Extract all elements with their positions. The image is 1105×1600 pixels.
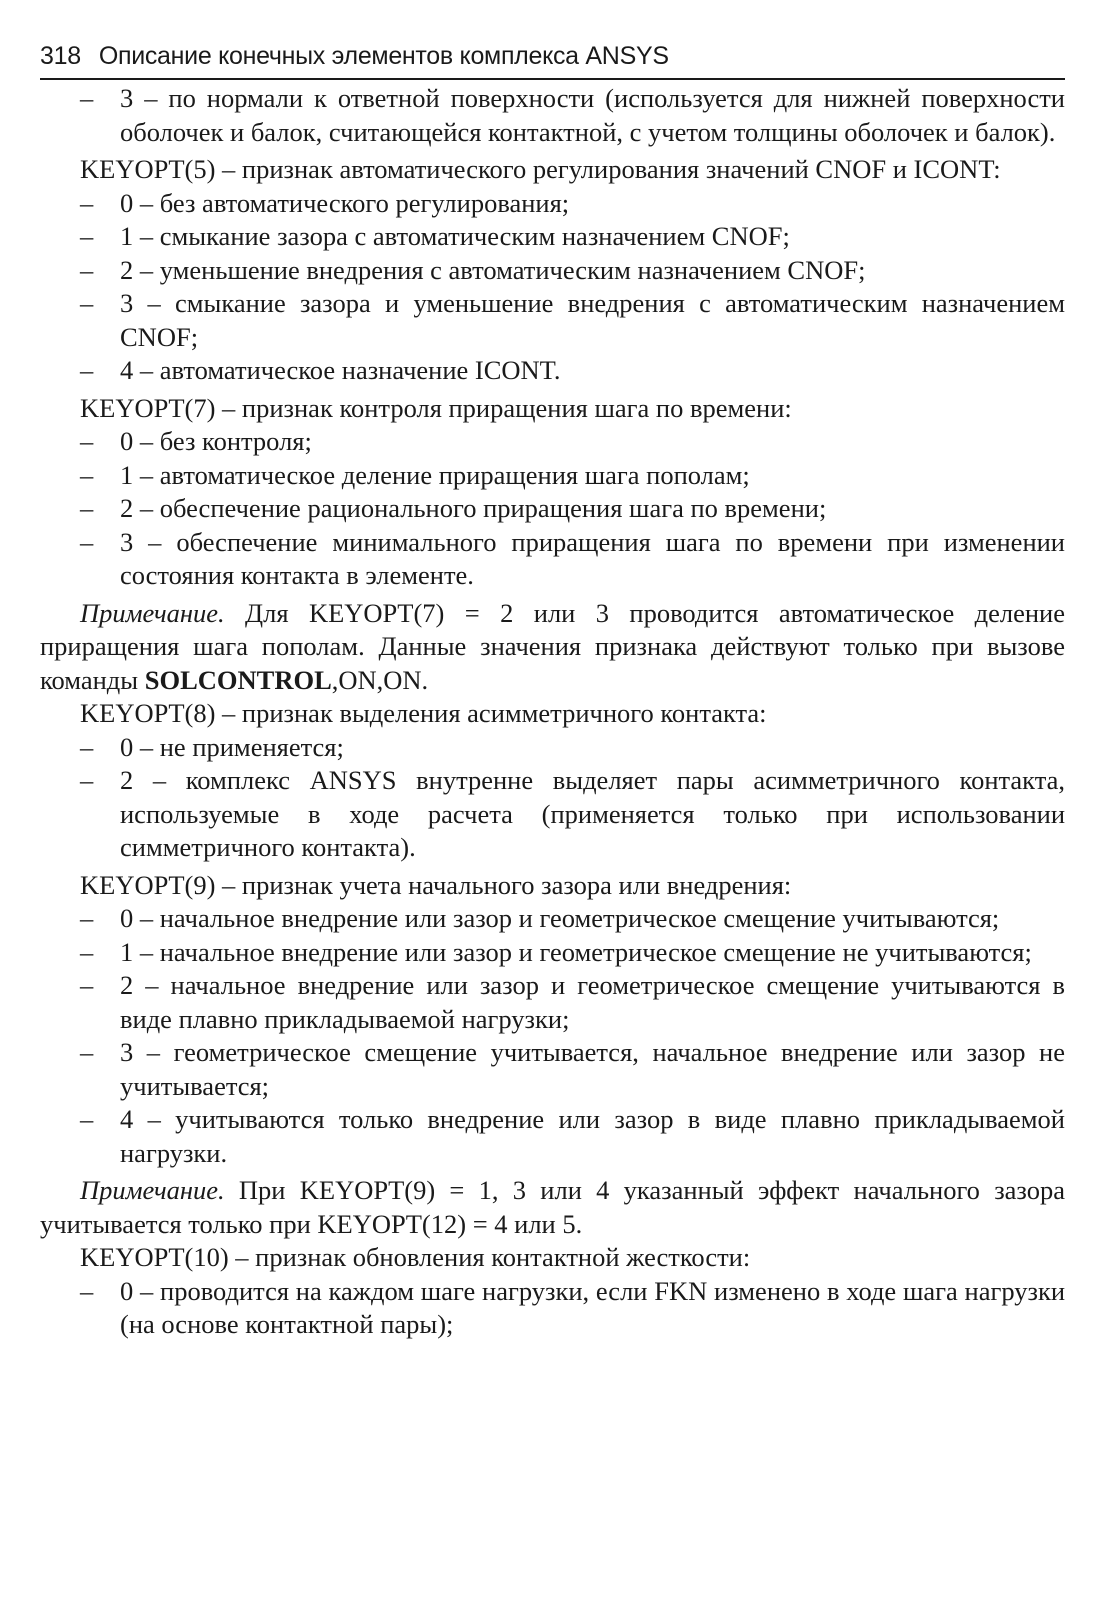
list-item: – 2 – уменьшение внедрения с автоматическим назначением CNOF;	[80, 254, 866, 285]
list-item: – 1 – смыкание зазора с автоматическим назначением CNOF;	[80, 221, 790, 251]
paragraph: KEYOPT(8) – признак выделения асимметричного контакта:	[80, 698, 767, 728]
list-item: – 3 – обеспечение минимального приращения шага по времени при изменении состояния контакта в элементе.	[80, 526, 1065, 590]
paragraph: KEYOPT(10) – признак обновления контактной жесткости:	[80, 1242, 751, 1272]
bullet-list	[40, 1275, 1065, 1342]
list-item: – 2 – обеспечение рационального приращения шага по времени;	[80, 493, 827, 523]
command-name: SOLCONTROL	[144, 664, 332, 695]
bullet-list	[40, 425, 1065, 593]
page-number: 318	[40, 42, 81, 70]
note-label: Примечание.	[80, 1175, 225, 1205]
list-item: – 3 – по нормали к ответной поверхности (используется для нижней поверхности оболочек и балок, считающейся контактной, с учетом толщины оболочек и балок).	[80, 83, 1065, 147]
note-label: Примечание.	[80, 597, 225, 628]
list-item: – 0 – без автоматического регулирования;	[80, 187, 570, 218]
running-header	[40, 38, 1065, 80]
list-item: – 1 – начальное внедрение или зазор и геометрическое смещение не учитываются;	[80, 936, 1032, 967]
bullet-list	[40, 731, 1065, 865]
list-item: – 3 – смыкание зазора и уменьшение внедрения с автоматическим назначением CNOF;	[80, 288, 1065, 352]
list-item: – 3 – геометрическое смещение учитывается, начальное внедрение или зазор не учитывается;	[80, 1037, 1065, 1101]
paragraph: KEYOPT(9) – признак учета начального зазора или внедрения:	[80, 869, 792, 900]
bullet-list	[40, 82, 1065, 149]
bullet-list	[40, 187, 1065, 388]
list-item: – 4 – учитываются только внедрение или зазор в виде плавно прикладываемой нагрузки.	[80, 1104, 1065, 1168]
paragraph: KEYOPT(7) – признак контроля приращения шага по времени:	[80, 392, 792, 423]
list-item: – 0 – проводится на каждом шаге нагрузки, если FKN изменено в ходе шага нагрузки (на основе контактной пары);	[80, 1275, 1065, 1339]
paragraph: KEYOPT(5) – признак автоматического регулирования значений CNOF и ICONT:	[80, 154, 1001, 184]
bullet-list	[40, 902, 1065, 1170]
chapter-title: Описание конечных элементов комплекса ANSYS	[98, 42, 669, 70]
list-item: – 4 – автоматическое назначение ICONT.	[80, 355, 561, 385]
list-item: – 0 – начальное внедрение или зазор и геометрическое смещение учитываются;	[80, 903, 1000, 933]
note-paragraph: Примечание. При KEYOPT(9) = 1, 3 или 4 указанный эффект начального зазора учитывается только при KEYOPT(12) = 4 или 5.	[40, 1175, 1065, 1239]
list-item: – 1 – автоматическое деление приращения шага пополам;	[80, 459, 750, 490]
list-item: – 0 – без контроля;	[80, 426, 312, 456]
list-item: – 2 – начальное внедрение или зазор и геометрическое смещение учитываются в виде плавно прикладываемой нагрузки;	[80, 970, 1065, 1034]
book-page	[40, 38, 1065, 1346]
list-item: – 2 – комплекс ANSYS внутренне выделяет пары асимметричного контакта, используемые в ходе расчета (применяется только при использовании симметричного контакта).	[80, 765, 1065, 862]
note-paragraph: Примечание. Для KEYOPT(7) = 2 или 3 проводится автоматическое деление приращения шага пополам. Данные значения признака действуют только при вызове команды SOLCONTROL,ON,ON.	[40, 597, 1065, 695]
page-body	[40, 82, 1065, 1342]
list-item: – 0 – не применяется;	[80, 731, 344, 762]
